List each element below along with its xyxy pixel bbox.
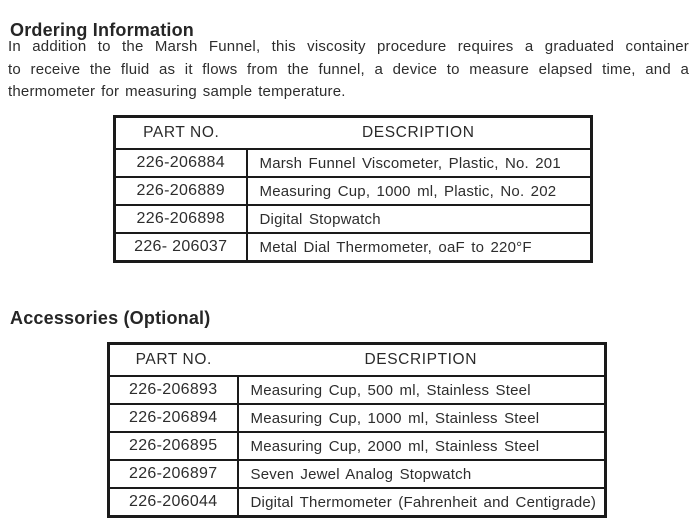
description-cell: Seven Jewel Analog Stopwatch xyxy=(238,460,606,488)
intro-paragraph xyxy=(8,36,689,104)
table-row xyxy=(109,460,606,488)
part-no-cell: 226-206894 xyxy=(109,404,238,432)
table-row xyxy=(109,432,606,460)
paragraph-line: thermometer for measuring sample temperature. xyxy=(8,83,346,100)
table-row xyxy=(115,149,592,177)
part-no-cell: 226-206898 xyxy=(115,205,247,233)
ordering-table-header-row xyxy=(115,117,592,150)
part-no-column-header: PART NO. xyxy=(109,344,238,377)
description-column-header: DESCRIPTION xyxy=(247,117,592,150)
ordering-information-heading: Ordering Information xyxy=(10,20,194,41)
ordering-parts-table xyxy=(113,115,593,263)
part-no-cell: 226-206889 xyxy=(115,177,247,205)
accessories-table-header-row xyxy=(109,344,606,377)
table-row xyxy=(115,205,592,233)
table-row xyxy=(109,376,606,404)
part-no-cell: 226-206884 xyxy=(115,149,247,177)
accessories-heading: Accessories (Optional) xyxy=(10,307,211,328)
part-no-cell: 226-206897 xyxy=(109,460,238,488)
part-no-cell: 226- 206037 xyxy=(115,233,247,262)
table-row xyxy=(115,233,592,262)
description-cell: Measuring Cup, 2000 ml, Stainless Steel xyxy=(238,432,606,460)
description-cell: Measuring Cup, 1000 ml, Stainless Steel xyxy=(238,404,606,432)
table-row xyxy=(109,488,606,517)
accessories-parts-table xyxy=(107,342,607,518)
description-column-header: DESCRIPTION xyxy=(238,344,606,377)
table-row xyxy=(109,404,606,432)
description-cell: Measuring Cup, 500 ml, Stainless Steel xyxy=(238,376,606,404)
description-cell: Digital Thermometer (Fahrenheit and Centigrade) xyxy=(238,488,606,517)
table-row xyxy=(115,177,592,205)
description-cell: Marsh Funnel Viscometer, Plastic, No. 201 xyxy=(247,149,592,177)
paragraph-line: In addition to the Marsh Funnel, this viscosity procedure requires a graduated container xyxy=(8,38,689,55)
description-cell: Digital Stopwatch xyxy=(247,205,592,233)
paragraph-line: to receive the fluid as it flows from the funnel, a device to measure elapsed time, and a xyxy=(8,60,689,78)
part-no-column-header: PART NO. xyxy=(115,117,247,150)
part-no-cell: 226-206893 xyxy=(109,376,238,404)
part-no-cell: 226-206044 xyxy=(109,488,238,517)
description-cell: Measuring Cup, 1000 ml, Plastic, No. 202 xyxy=(247,177,592,205)
part-no-cell: 226-206895 xyxy=(109,432,238,460)
description-cell: Metal Dial Thermometer, oaF to 220°F xyxy=(247,233,592,262)
